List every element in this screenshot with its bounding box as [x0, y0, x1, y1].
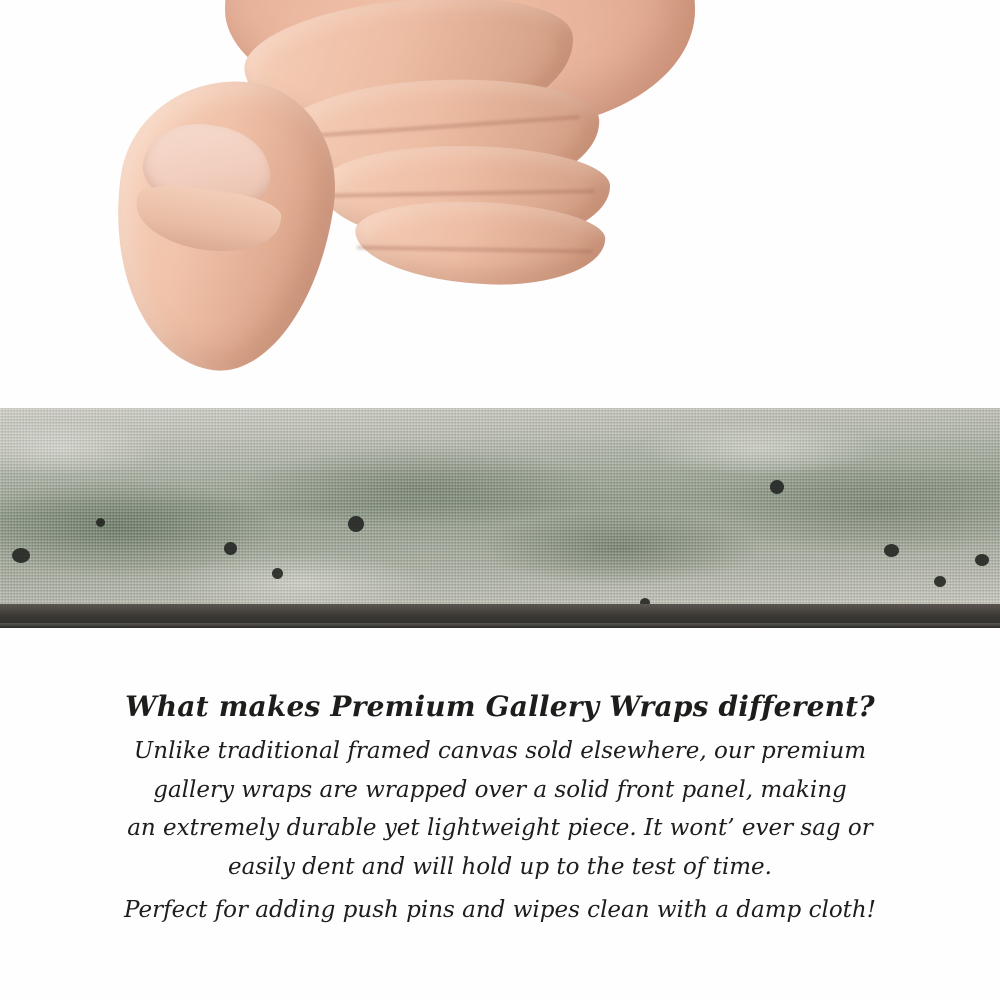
- artwork-speck: [96, 518, 105, 527]
- caption-closing-line: Perfect for adding push pins and wipes clean with a damp cloth!: [124, 896, 876, 923]
- caption-line: an extremely durable yet lightweight piece. It wont’ ever sag or: [127, 815, 873, 842]
- artwork-speck: [770, 480, 784, 494]
- caption-heading: What makes Premium Gallery Wraps different?: [125, 690, 875, 723]
- caption-line: Unlike traditional framed canvas sold elsewhere, our premium: [133, 738, 867, 764]
- artwork-speck: [884, 544, 899, 557]
- artwork-speck: [934, 576, 946, 587]
- canvas-weave-texture: [0, 408, 1000, 620]
- artwork-speck: [975, 554, 989, 566]
- caption-body: [0, 735, 1000, 926]
- artwork-speck: [224, 542, 237, 555]
- hand-illustration: [105, 0, 725, 410]
- artwork-speck: [348, 516, 364, 532]
- artwork-speck: [12, 548, 30, 563]
- artwork-speck: [272, 568, 283, 579]
- hand-photo-region: [0, 0, 1000, 410]
- canvas-wrap-edge: [0, 408, 1000, 620]
- canvas-side-panel: [0, 604, 1000, 628]
- caption-line: easily dent and will hold up to the test of time.: [228, 853, 772, 880]
- caption-line: gallery wraps are wrapped over a solid front panel, making: [153, 776, 847, 803]
- caption-block: [0, 690, 1000, 932]
